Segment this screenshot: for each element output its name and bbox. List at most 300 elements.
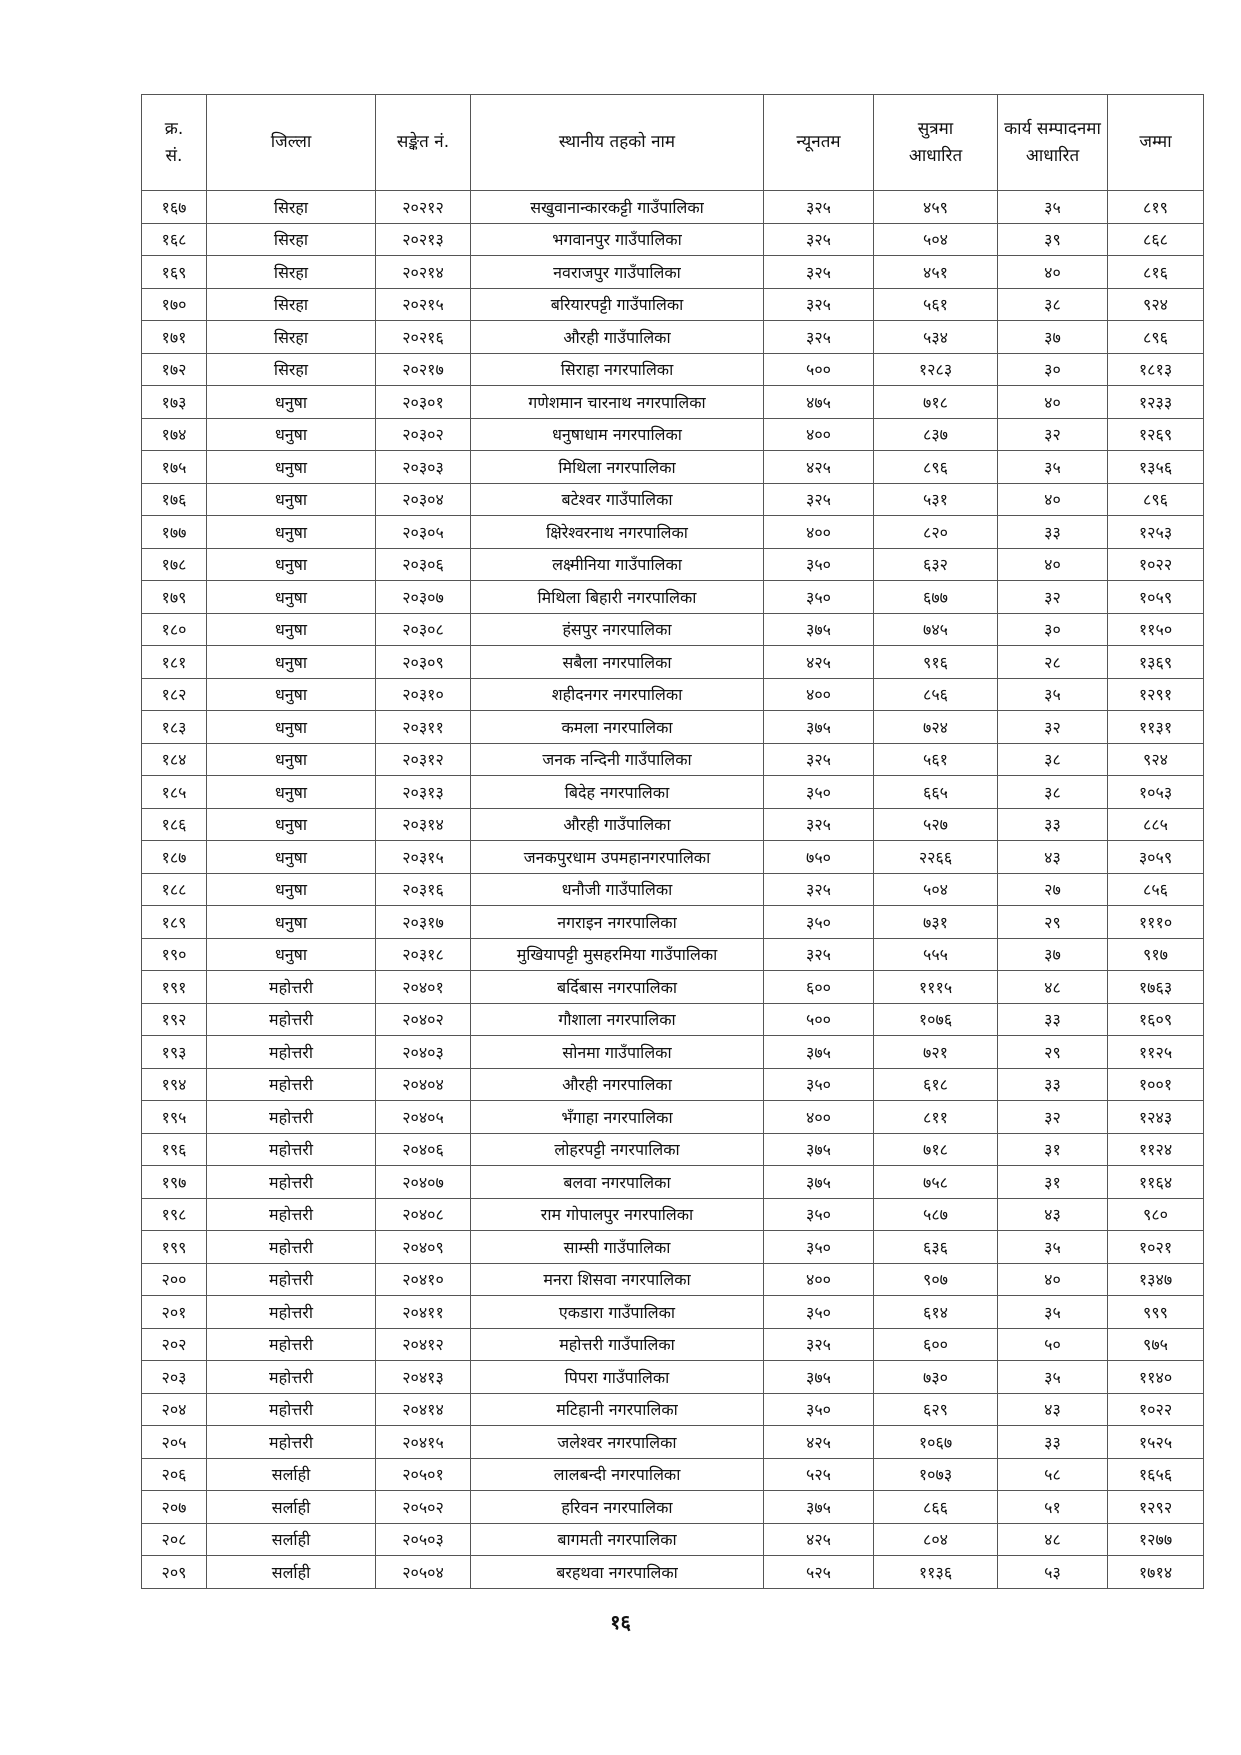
cell-code: २०३११ (376, 711, 471, 744)
cell-formula-based: ११३६ (874, 1556, 998, 1589)
cell-local-level: नवराजपुर गाउँपालिका (471, 256, 764, 289)
cell-serial: १७९ (142, 581, 207, 614)
cell-minimum: ३२५ (764, 288, 874, 321)
cell-performance-based: ३२ (998, 418, 1108, 451)
cell-serial: १७३ (142, 386, 207, 419)
cell-code: २०४१० (376, 1263, 471, 1296)
cell-total: ११६४ (1108, 1166, 1204, 1199)
cell-formula-based: ६१८ (874, 1068, 998, 1101)
cell-district: महोत्तरी (207, 1361, 376, 1394)
cell-serial: १७८ (142, 548, 207, 581)
cell-serial: १७२ (142, 353, 207, 386)
cell-formula-based: ६२९ (874, 1393, 998, 1426)
cell-district: सिरहा (207, 256, 376, 289)
cell-performance-based: ३७ (998, 321, 1108, 354)
cell-minimum: ३५० (764, 906, 874, 939)
cell-formula-based: ८०४ (874, 1523, 998, 1556)
cell-local-level: मनरा शिसवा नगरपालिका (471, 1263, 764, 1296)
cell-local-level: जलेश्वर नगरपालिका (471, 1426, 764, 1459)
cell-total: ८९६ (1108, 321, 1204, 354)
cell-performance-based: ३० (998, 613, 1108, 646)
cell-serial: २०१ (142, 1296, 207, 1329)
cell-local-level: भगवानपुर गाउँपालिका (471, 223, 764, 256)
cell-total: १२९२ (1108, 1491, 1204, 1524)
cell-code: २०४०४ (376, 1068, 471, 1101)
cell-performance-based: ५० (998, 1328, 1108, 1361)
cell-serial: १९५ (142, 1101, 207, 1134)
cell-formula-based: ८६६ (874, 1491, 998, 1524)
table-row (142, 1166, 1204, 1199)
cell-district: धनुषा (207, 418, 376, 451)
header-formula-based: सुत्रमा आधारित (874, 95, 998, 191)
cell-district: महोत्तरी (207, 1296, 376, 1329)
cell-formula-based: १०७६ (874, 1003, 998, 1036)
cell-serial: १७७ (142, 516, 207, 549)
cell-district: धनुषा (207, 386, 376, 419)
cell-minimum: ३७५ (764, 1361, 874, 1394)
cell-serial: २०३ (142, 1361, 207, 1394)
cell-serial: २०२ (142, 1328, 207, 1361)
cell-performance-based: ३९ (998, 223, 1108, 256)
cell-minimum: ३२५ (764, 743, 874, 776)
cell-local-level: लोहरपट्टी नगरपालिका (471, 1133, 764, 1166)
cell-performance-based: ३३ (998, 1426, 1108, 1459)
cell-district: महोत्तरी (207, 1393, 376, 1426)
cell-formula-based: ५०४ (874, 223, 998, 256)
cell-code: २०३१५ (376, 841, 471, 874)
table-row (142, 418, 1204, 451)
cell-code: २०४०३ (376, 1036, 471, 1069)
cell-minimum: ३७५ (764, 1133, 874, 1166)
cell-code: २०२१३ (376, 223, 471, 256)
cell-code: २०३०५ (376, 516, 471, 549)
cell-district: महोत्तरी (207, 1198, 376, 1231)
table-row (142, 1556, 1204, 1589)
cell-local-level: एकडारा गाउँपालिका (471, 1296, 764, 1329)
cell-performance-based: ३५ (998, 1361, 1108, 1394)
cell-minimum: ५२५ (764, 1556, 874, 1589)
cell-total: १०२२ (1108, 548, 1204, 581)
cell-local-level: बरहथवा नगरपालिका (471, 1556, 764, 1589)
table-body (142, 191, 1204, 1589)
cell-code: २०२१२ (376, 191, 471, 224)
cell-minimum: ३२५ (764, 321, 874, 354)
cell-code: २०३०७ (376, 581, 471, 614)
cell-total: १११० (1108, 906, 1204, 939)
cell-total: ९७५ (1108, 1328, 1204, 1361)
table-row (142, 776, 1204, 809)
cell-minimum: ३५० (764, 1393, 874, 1426)
table-row (142, 1068, 1204, 1101)
cell-serial: १९३ (142, 1036, 207, 1069)
cell-minimum: ३२५ (764, 256, 874, 289)
cell-performance-based: ३१ (998, 1166, 1108, 1199)
cell-minimum: ३५० (764, 776, 874, 809)
cell-total: ११५० (1108, 613, 1204, 646)
table-row (142, 613, 1204, 646)
cell-district: महोत्तरी (207, 1426, 376, 1459)
table-row (142, 841, 1204, 874)
cell-performance-based: ३२ (998, 1101, 1108, 1134)
table-row (142, 386, 1204, 419)
cell-district: महोत्तरी (207, 1166, 376, 1199)
cell-code: २०३०२ (376, 418, 471, 451)
cell-total: ८५६ (1108, 873, 1204, 906)
cell-district: धनुषा (207, 483, 376, 516)
cell-total: ९२४ (1108, 743, 1204, 776)
cell-performance-based: ५३ (998, 1556, 1108, 1589)
cell-code: २०३०८ (376, 613, 471, 646)
cell-code: २०२१६ (376, 321, 471, 354)
cell-code: २०५०४ (376, 1556, 471, 1589)
cell-district: धनुषा (207, 938, 376, 971)
cell-total: १७६३ (1108, 971, 1204, 1004)
cell-minimum: ६०० (764, 971, 874, 1004)
cell-serial: १६८ (142, 223, 207, 256)
cell-district: धनुषा (207, 711, 376, 744)
cell-district: सर्लाही (207, 1491, 376, 1524)
cell-district: धनुषा (207, 808, 376, 841)
cell-local-level: हरिवन नगरपालिका (471, 1491, 764, 1524)
cell-total: १३४७ (1108, 1263, 1204, 1296)
table-row (142, 743, 1204, 776)
cell-formula-based: ५०४ (874, 873, 998, 906)
cell-district: सर्लाही (207, 1523, 376, 1556)
cell-formula-based: ५६१ (874, 288, 998, 321)
header-district: जिल्ला (207, 95, 376, 191)
cell-total: १०५३ (1108, 776, 1204, 809)
cell-minimum: ३२५ (764, 873, 874, 906)
cell-local-level: बलवा नगरपालिका (471, 1166, 764, 1199)
cell-district: महोत्तरी (207, 1133, 376, 1166)
cell-formula-based: ७३१ (874, 906, 998, 939)
cell-formula-based: १११५ (874, 971, 998, 1004)
cell-minimum: ३७५ (764, 1036, 874, 1069)
cell-total: १५२५ (1108, 1426, 1204, 1459)
cell-formula-based: ५३४ (874, 321, 998, 354)
table-row (142, 581, 1204, 614)
table-row (142, 1231, 1204, 1264)
cell-serial: १७० (142, 288, 207, 321)
cell-district: धनुषा (207, 873, 376, 906)
cell-minimum: ४२५ (764, 1523, 874, 1556)
cell-code: २०४०९ (376, 1231, 471, 1264)
cell-total: १८१३ (1108, 353, 1204, 386)
cell-formula-based: ७५८ (874, 1166, 998, 1199)
cell-total: ९८० (1108, 1198, 1204, 1231)
cell-district: सर्लाही (207, 1458, 376, 1491)
cell-performance-based: २९ (998, 1036, 1108, 1069)
cell-code: २०५०३ (376, 1523, 471, 1556)
cell-district: महोत्तरी (207, 971, 376, 1004)
cell-local-level: नगराइन नगरपालिका (471, 906, 764, 939)
cell-code: २०३१२ (376, 743, 471, 776)
cell-total: १००१ (1108, 1068, 1204, 1101)
cell-local-level: गौशाला नगरपालिका (471, 1003, 764, 1036)
cell-total: ८८५ (1108, 808, 1204, 841)
cell-performance-based: ३३ (998, 808, 1108, 841)
cell-local-level: धनौजी गाउँपालिका (471, 873, 764, 906)
cell-minimum: ४०० (764, 1263, 874, 1296)
cell-code: २०३०४ (376, 483, 471, 516)
cell-formula-based: ४५१ (874, 256, 998, 289)
cell-performance-based: ४३ (998, 841, 1108, 874)
cell-formula-based: २२६६ (874, 841, 998, 874)
cell-serial: १६९ (142, 256, 207, 289)
cell-minimum: ४७५ (764, 386, 874, 419)
cell-performance-based: ४० (998, 386, 1108, 419)
cell-serial: १९१ (142, 971, 207, 1004)
cell-formula-based: ५६१ (874, 743, 998, 776)
cell-code: २०३०१ (376, 386, 471, 419)
cell-formula-based: १०६७ (874, 1426, 998, 1459)
cell-local-level: सखुवानान्कारकट्टी गाउँपालिका (471, 191, 764, 224)
cell-performance-based: ३५ (998, 1231, 1108, 1264)
cell-serial: १७५ (142, 451, 207, 484)
table-row (142, 711, 1204, 744)
cell-formula-based: ५३१ (874, 483, 998, 516)
cell-formula-based: ८११ (874, 1101, 998, 1134)
table-row (142, 1198, 1204, 1231)
cell-minimum: ४०० (764, 516, 874, 549)
cell-minimum: ४०० (764, 1101, 874, 1134)
cell-total: १०२२ (1108, 1393, 1204, 1426)
cell-performance-based: ४८ (998, 971, 1108, 1004)
cell-serial: १९७ (142, 1166, 207, 1199)
cell-performance-based: ५८ (998, 1458, 1108, 1491)
cell-serial: १८३ (142, 711, 207, 744)
cell-performance-based: २७ (998, 873, 1108, 906)
cell-formula-based: ८५६ (874, 678, 998, 711)
cell-district: धनुषा (207, 678, 376, 711)
cell-serial: २०७ (142, 1491, 207, 1524)
cell-district: धनुषा (207, 516, 376, 549)
cell-local-level: बागमती नगरपालिका (471, 1523, 764, 1556)
cell-total: ८६८ (1108, 223, 1204, 256)
cell-performance-based: २९ (998, 906, 1108, 939)
cell-serial: १८४ (142, 743, 207, 776)
cell-total: १२९१ (1108, 678, 1204, 711)
cell-local-level: सिराहा नगरपालिका (471, 353, 764, 386)
cell-serial: २०६ (142, 1458, 207, 1491)
cell-serial: २०९ (142, 1556, 207, 1589)
cell-minimum: ३५० (764, 581, 874, 614)
table-row (142, 1101, 1204, 1134)
table-row (142, 1523, 1204, 1556)
cell-code: २०४०७ (376, 1166, 471, 1199)
cell-code: २०२१४ (376, 256, 471, 289)
cell-code: २०३१८ (376, 938, 471, 971)
cell-total: ११३१ (1108, 711, 1204, 744)
table-row (142, 938, 1204, 971)
cell-local-level: मिथिला बिहारी नगरपालिका (471, 581, 764, 614)
cell-serial: १९२ (142, 1003, 207, 1036)
cell-local-level: सबैला नगरपालिका (471, 646, 764, 679)
cell-minimum: ४२५ (764, 646, 874, 679)
header-total: जम्मा (1108, 95, 1204, 191)
cell-serial: १८५ (142, 776, 207, 809)
cell-code: २०४०२ (376, 1003, 471, 1036)
cell-local-level: जनकपुरधाम उपमहानगरपालिका (471, 841, 764, 874)
cell-code: २०४०८ (376, 1198, 471, 1231)
cell-district: महोत्तरी (207, 1263, 376, 1296)
cell-total: १३५६ (1108, 451, 1204, 484)
cell-performance-based: ३१ (998, 1133, 1108, 1166)
cell-performance-based: ३५ (998, 451, 1108, 484)
cell-formula-based: ६३६ (874, 1231, 998, 1264)
cell-local-level: राम गोपालपुर नगरपालिका (471, 1198, 764, 1231)
cell-code: २०३१७ (376, 906, 471, 939)
cell-minimum: ३५० (764, 1068, 874, 1101)
cell-district: महोत्तरी (207, 1068, 376, 1101)
cell-performance-based: ४३ (998, 1198, 1108, 1231)
header-performance-based: कार्य सम्पादनमा आधारित (998, 95, 1108, 191)
table-row (142, 1458, 1204, 1491)
cell-local-level: मुखियापट्टी मुसहरमिया गाउँपालिका (471, 938, 764, 971)
table-row (142, 191, 1204, 224)
cell-serial: २०५ (142, 1426, 207, 1459)
cell-formula-based: ७२४ (874, 711, 998, 744)
cell-code: २०३०३ (376, 451, 471, 484)
cell-local-level: पिपरा गाउँपालिका (471, 1361, 764, 1394)
cell-local-level: मटिहानी नगरपालिका (471, 1393, 764, 1426)
cell-district: धनुषा (207, 776, 376, 809)
cell-district: सिरहा (207, 321, 376, 354)
cell-performance-based: ३२ (998, 581, 1108, 614)
cell-total: ९२४ (1108, 288, 1204, 321)
cell-formula-based: ८३७ (874, 418, 998, 451)
cell-serial: २०४ (142, 1393, 207, 1426)
cell-minimum: ३२५ (764, 808, 874, 841)
cell-local-level: लक्ष्मीनिया गाउँपालिका (471, 548, 764, 581)
cell-local-level: धनुषाधाम नगरपालिका (471, 418, 764, 451)
cell-code: २०४०५ (376, 1101, 471, 1134)
cell-total: १२६९ (1108, 418, 1204, 451)
cell-total: १२७७ (1108, 1523, 1204, 1556)
cell-minimum: ३५० (764, 1198, 874, 1231)
table-row (142, 646, 1204, 679)
cell-formula-based: ६३२ (874, 548, 998, 581)
cell-district: धनुषा (207, 841, 376, 874)
cell-total: १०२१ (1108, 1231, 1204, 1264)
cell-performance-based: ४० (998, 483, 1108, 516)
cell-local-level: महोत्तरी गाउँपालिका (471, 1328, 764, 1361)
cell-code: २०२१५ (376, 288, 471, 321)
cell-performance-based: ३५ (998, 1296, 1108, 1329)
cell-formula-based: ७३० (874, 1361, 998, 1394)
cell-total: ३०५९ (1108, 841, 1204, 874)
table-row (142, 483, 1204, 516)
cell-local-level: गणेशमान चारनाथ नगरपालिका (471, 386, 764, 419)
cell-total: ११२५ (1108, 1036, 1204, 1069)
cell-formula-based: ६१४ (874, 1296, 998, 1329)
cell-code: २०३१३ (376, 776, 471, 809)
cell-performance-based: ४० (998, 256, 1108, 289)
cell-minimum: ३७५ (764, 1491, 874, 1524)
cell-performance-based: ३३ (998, 1068, 1108, 1101)
cell-total: ८१६ (1108, 256, 1204, 289)
cell-total: १२५३ (1108, 516, 1204, 549)
cell-code: २०३०६ (376, 548, 471, 581)
cell-local-level: बर्दिबास नगरपालिका (471, 971, 764, 1004)
cell-formula-based: ८२० (874, 516, 998, 549)
table-row (142, 353, 1204, 386)
cell-local-level: बटेश्वर गाउँपालिका (471, 483, 764, 516)
cell-minimum: ७५० (764, 841, 874, 874)
cell-performance-based: ४० (998, 548, 1108, 581)
cell-serial: १७१ (142, 321, 207, 354)
cell-local-level: लालबन्दी नगरपालिका (471, 1458, 764, 1491)
cell-performance-based: २८ (998, 646, 1108, 679)
cell-district: धनुषा (207, 581, 376, 614)
cell-district: महोत्तरी (207, 1328, 376, 1361)
cell-total: ९१७ (1108, 938, 1204, 971)
cell-formula-based: ८९६ (874, 451, 998, 484)
cell-district: महोत्तरी (207, 1231, 376, 1264)
cell-code: २०४११ (376, 1296, 471, 1329)
cell-formula-based: ६७७ (874, 581, 998, 614)
cell-formula-based: ६०० (874, 1328, 998, 1361)
cell-district: सिरहा (207, 191, 376, 224)
cell-district: महोत्तरी (207, 1003, 376, 1036)
cell-local-level: बिदेह नगरपालिका (471, 776, 764, 809)
cell-minimum: ३२५ (764, 223, 874, 256)
cell-code: २०५०१ (376, 1458, 471, 1491)
cell-minimum: ३७५ (764, 711, 874, 744)
page-number: १६ (610, 1610, 631, 1634)
cell-code: २०३१० (376, 678, 471, 711)
cell-local-level: औरही नगरपालिका (471, 1068, 764, 1101)
cell-formula-based: ७१८ (874, 1133, 998, 1166)
cell-formula-based: ५८७ (874, 1198, 998, 1231)
cell-code: २०५०२ (376, 1491, 471, 1524)
table-row (142, 1263, 1204, 1296)
cell-minimum: ५२५ (764, 1458, 874, 1491)
cell-minimum: ४२५ (764, 1426, 874, 1459)
table-row (142, 321, 1204, 354)
cell-performance-based: ३३ (998, 516, 1108, 549)
header-code: सङ्केत नं. (376, 95, 471, 191)
cell-total: ८१९ (1108, 191, 1204, 224)
cell-district: सिरहा (207, 223, 376, 256)
cell-performance-based: ३८ (998, 776, 1108, 809)
cell-local-level: जनक नन्दिनी गाउँपालिका (471, 743, 764, 776)
cell-formula-based: १२८३ (874, 353, 998, 386)
cell-district: धनुषा (207, 906, 376, 939)
cell-local-level: शहीदनगर नगरपालिका (471, 678, 764, 711)
table-row (142, 1393, 1204, 1426)
cell-code: २०२१७ (376, 353, 471, 386)
table-row (142, 971, 1204, 1004)
cell-code: २०४१३ (376, 1361, 471, 1394)
cell-performance-based: ३८ (998, 743, 1108, 776)
cell-performance-based: ३० (998, 353, 1108, 386)
cell-district: महोत्तरी (207, 1036, 376, 1069)
cell-serial: १८८ (142, 873, 207, 906)
cell-serial: २०० (142, 1263, 207, 1296)
cell-performance-based: ३३ (998, 1003, 1108, 1036)
cell-total: १२३३ (1108, 386, 1204, 419)
cell-serial: १७६ (142, 483, 207, 516)
table-row (142, 678, 1204, 711)
cell-district: धनुषा (207, 548, 376, 581)
table-row (142, 1328, 1204, 1361)
table-row (142, 256, 1204, 289)
table-row (142, 1296, 1204, 1329)
cell-district: सिरहा (207, 288, 376, 321)
cell-performance-based: ४३ (998, 1393, 1108, 1426)
cell-formula-based: ५५५ (874, 938, 998, 971)
